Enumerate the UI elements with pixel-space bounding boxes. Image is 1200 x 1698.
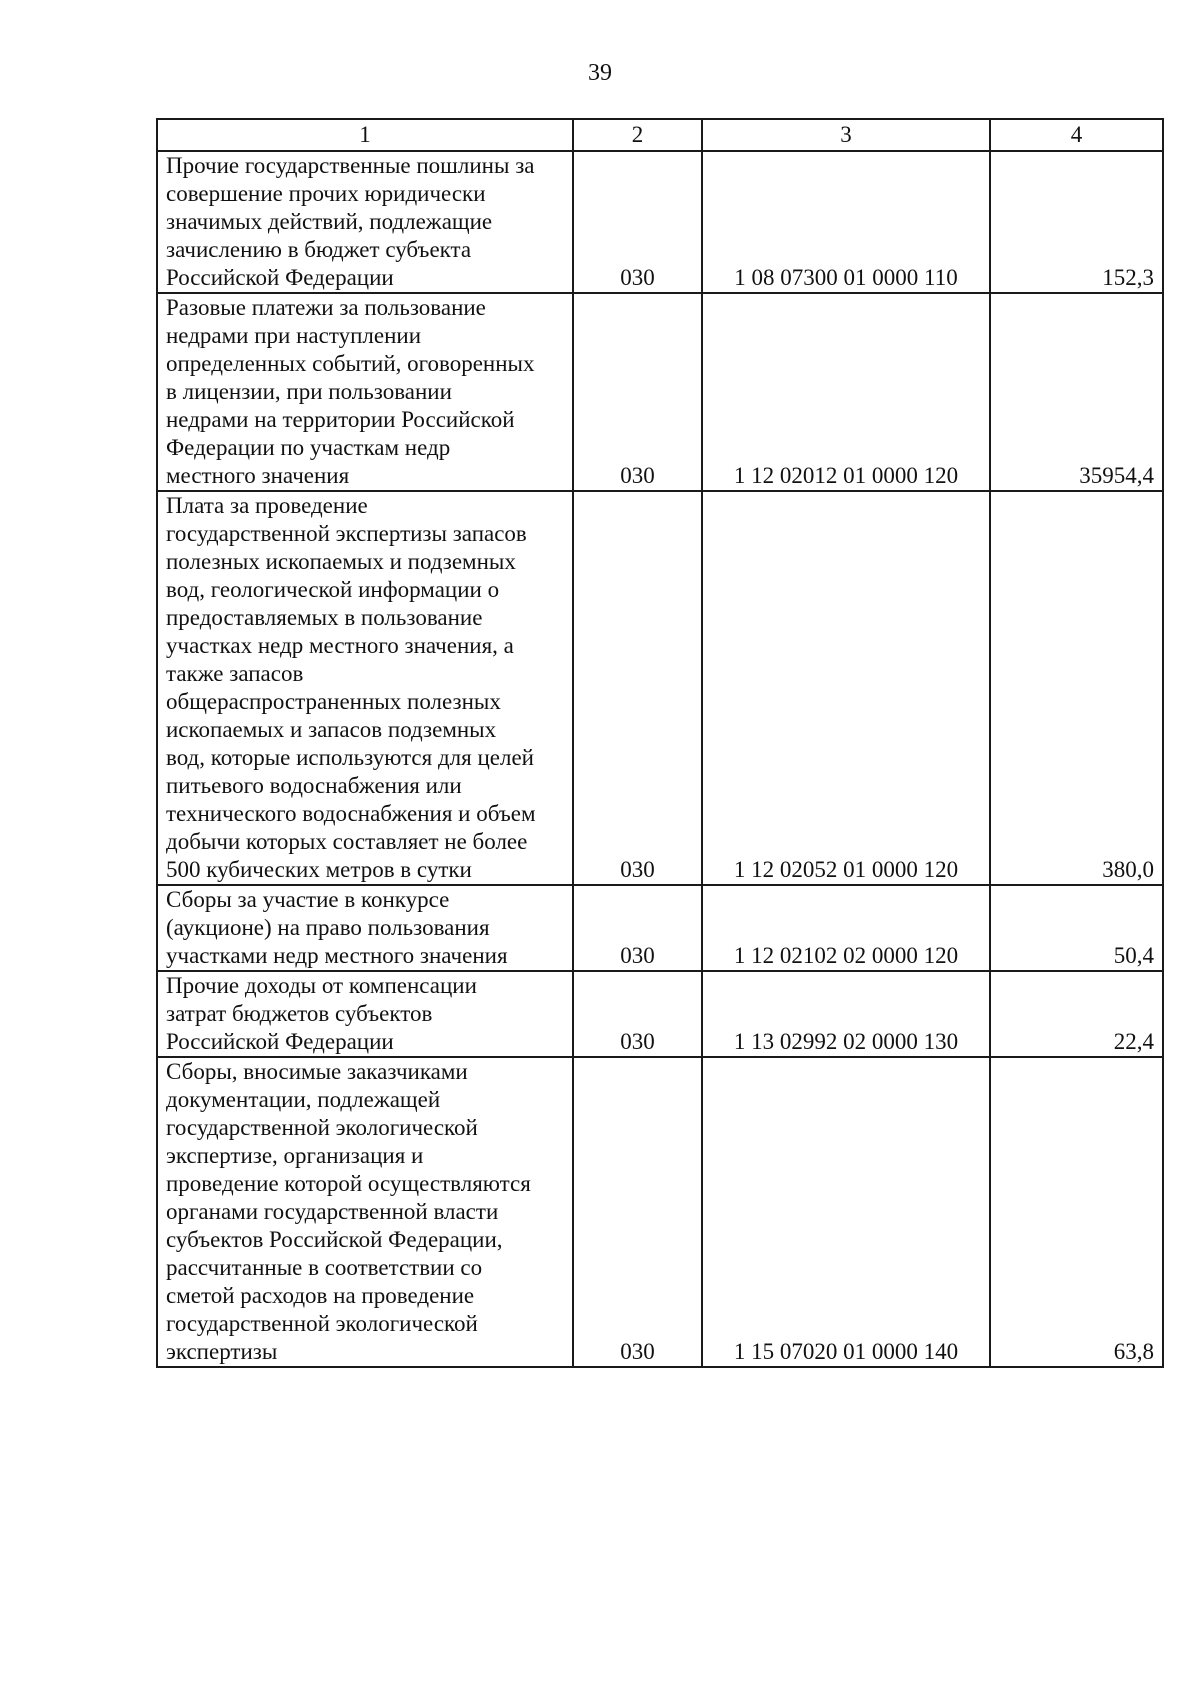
description-line: технического водоснабжения и объем	[166, 801, 536, 826]
description-line: Федерации по участкам недр	[166, 435, 451, 460]
description-line: проведение которой осуществляются	[166, 1171, 531, 1196]
row-amount: 35954,4	[990, 293, 1163, 491]
description-line: Российской Федерации	[166, 1029, 394, 1054]
row-amount: 63,8	[990, 1057, 1163, 1367]
row-budget-code: 1 12 02052 01 0000 120	[702, 491, 990, 885]
row-amount: 22,4	[990, 971, 1163, 1057]
page-number: 39	[588, 60, 612, 86]
row-amount: 152,3	[990, 151, 1163, 293]
description-line: зачислению в бюджет субъекта	[166, 237, 472, 262]
description-line: субъектов Российской Федерации,	[166, 1227, 503, 1252]
description-line: органами государственной власти	[166, 1199, 499, 1224]
description-line: участками недр местного значения	[166, 943, 508, 968]
description-line: значимых действий, подлежащие	[166, 209, 493, 234]
description-line: ископаемых и запасов подземных	[166, 717, 497, 742]
description-line: участках недр местного значения, а	[166, 633, 514, 658]
description-line: местного значения	[166, 463, 350, 488]
row-amount: 50,4	[990, 885, 1163, 971]
revenue-table	[156, 118, 1164, 1368]
row-budget-code: 1 08 07300 01 0000 110	[702, 151, 990, 293]
description-line: государственной экологической	[166, 1115, 478, 1140]
description-line: Сборы за участие в конкурсе	[166, 887, 450, 912]
description-line: недрами на территории Российской	[166, 407, 515, 432]
row-budget-code: 1 12 02102 02 0000 120	[702, 885, 990, 971]
row-amount: 380,0	[990, 491, 1163, 885]
row-description	[157, 151, 573, 293]
description-line: Прочие доходы от компенсации	[166, 973, 477, 998]
description-line: вод, геологической информации о	[166, 577, 500, 602]
row-description	[157, 971, 573, 1057]
table-row	[157, 491, 1163, 885]
description-line: государственной экологической	[166, 1311, 478, 1336]
table-row	[157, 1057, 1163, 1367]
description-line: экспертизы	[166, 1339, 278, 1364]
description-line: (аукционе) на право пользования	[166, 915, 490, 940]
description-line: затрат бюджетов субъектов	[166, 1001, 433, 1026]
description-line: недрами при наступлении	[166, 323, 421, 348]
row-budget-code: 1 13 02992 02 0000 130	[702, 971, 990, 1057]
description-line: рассчитанные в соответствии со	[166, 1255, 483, 1280]
column-header-4: 4	[990, 119, 1163, 151]
description-line: государственной экспертизы запасов	[166, 521, 527, 546]
table-row	[157, 151, 1163, 293]
row-description	[157, 491, 573, 885]
table-row	[157, 971, 1163, 1057]
description-line: Плата за проведение	[166, 493, 368, 518]
description-line: добычи которых составляет не более	[166, 829, 528, 854]
row-budget-code: 1 15 07020 01 0000 140	[702, 1057, 990, 1367]
row-description	[157, 885, 573, 971]
description-line: вод, которые используются для целей	[166, 745, 534, 770]
description-line: Российской Федерации	[166, 265, 394, 290]
row-description	[157, 293, 573, 491]
row-admin-code: 030	[573, 151, 702, 293]
table-row	[157, 885, 1163, 971]
description-line: Прочие государственные пошлины за	[166, 153, 535, 178]
row-description	[157, 1057, 573, 1367]
description-line: в лицензии, при пользовании	[166, 379, 452, 404]
description-line: документации, подлежащей	[166, 1087, 441, 1112]
description-line: сметой расходов на проведение	[166, 1283, 475, 1308]
table-row	[157, 293, 1163, 491]
column-header-1: 1	[157, 119, 573, 151]
column-header-3: 3	[702, 119, 990, 151]
row-admin-code: 030	[573, 491, 702, 885]
description-line: определенных событий, оговоренных	[166, 351, 535, 376]
row-admin-code: 030	[573, 293, 702, 491]
description-line: общераспространенных полезных	[166, 689, 501, 714]
description-line: предоставляемых в пользование	[166, 605, 483, 630]
row-admin-code: 030	[573, 971, 702, 1057]
description-line: 500 кубических метров в сутки	[166, 857, 472, 882]
description-line: Сборы, вносимые заказчиками	[166, 1059, 468, 1084]
row-admin-code: 030	[573, 1057, 702, 1367]
row-admin-code: 030	[573, 885, 702, 971]
description-line: питьевого водоснабжения или	[166, 773, 462, 798]
description-line: экспертизе, организация и	[166, 1143, 424, 1168]
description-line: Разовые платежи за пользование	[166, 295, 486, 320]
table-header-row	[157, 119, 1163, 151]
column-header-2: 2	[573, 119, 702, 151]
description-line: полезных ископаемых и подземных	[166, 549, 516, 574]
description-line: также запасов	[166, 661, 304, 686]
description-line: совершение прочих юридически	[166, 181, 486, 206]
row-budget-code: 1 12 02012 01 0000 120	[702, 293, 990, 491]
